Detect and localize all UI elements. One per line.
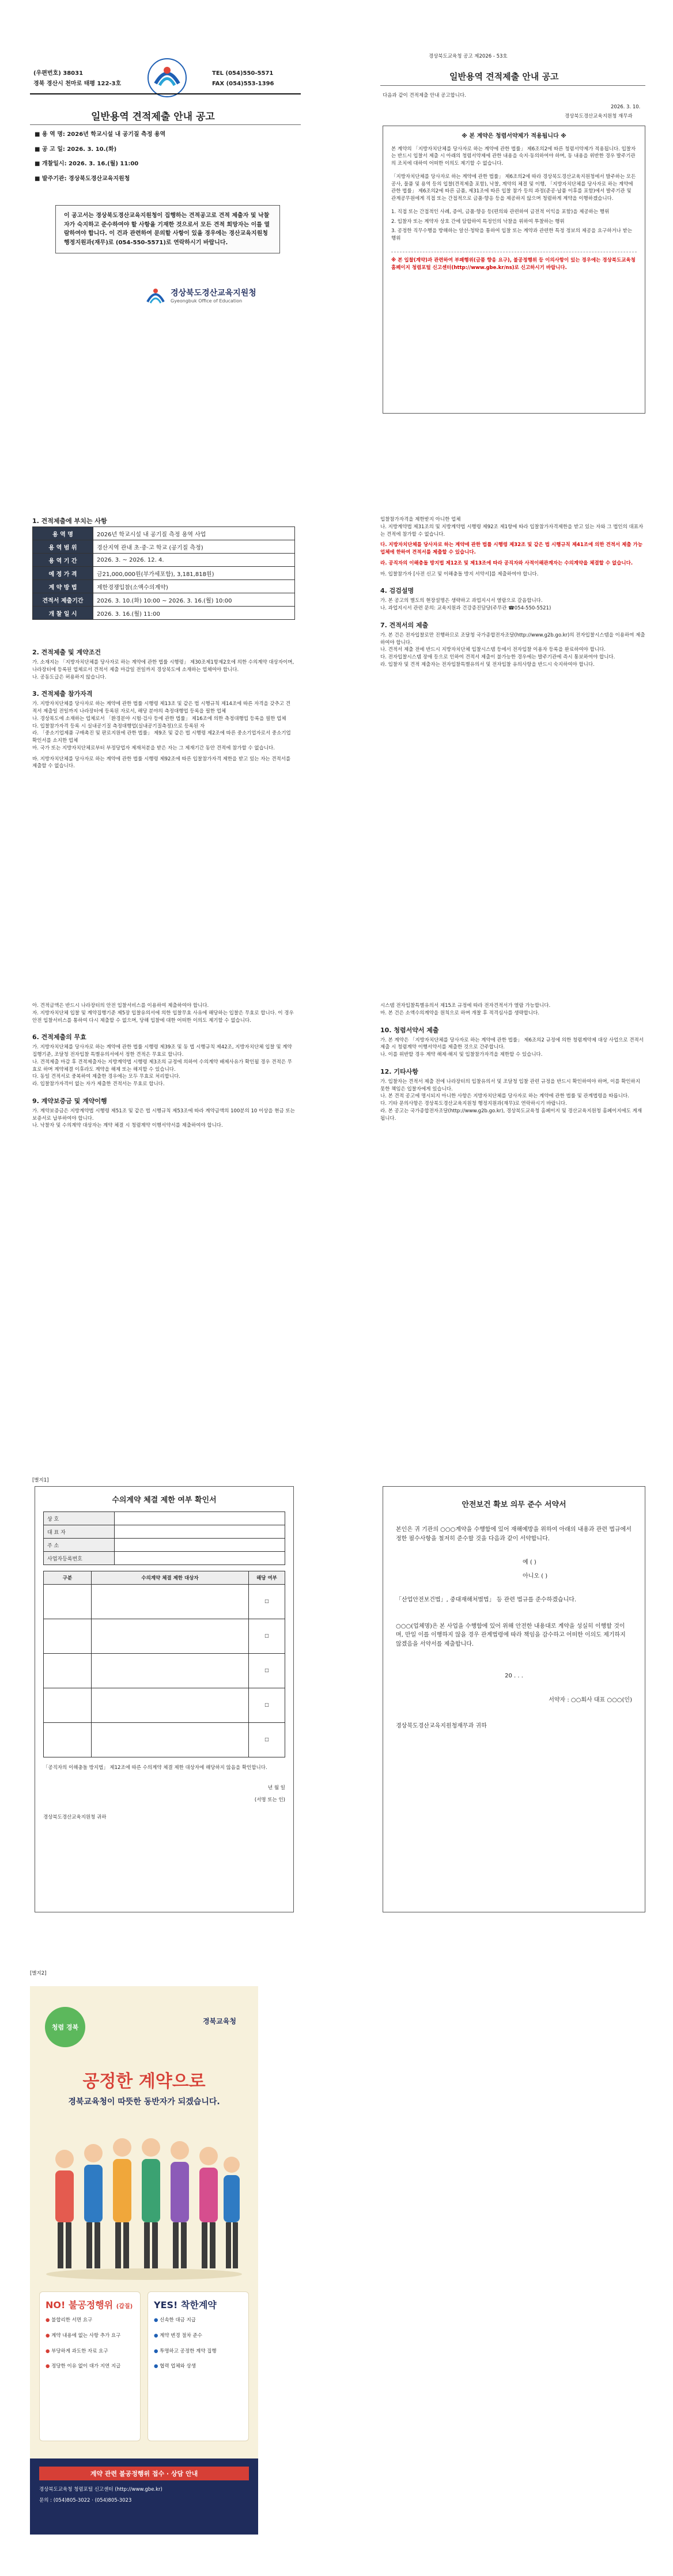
agency-logo-en: Gyeongbuk Office of Education	[171, 298, 243, 304]
right-column-body	[380, 516, 645, 669]
restriction-form-title: 수의계약 체결 제한 여부 확인서	[112, 1496, 217, 1505]
poster-headline-2: 경북교육청이 따뜻한 동반자가 되겠습니다.	[68, 2097, 220, 2107]
intro-text: 다음과 같이 견적제출 안내 공고합니다.	[383, 93, 466, 99]
pledge-body2: 「산업안전보건법」, 중대재해처벌법」 등 관련 법규를 준수하겠습니다.	[396, 1597, 577, 1603]
poster-brand	[203, 2016, 236, 2026]
emblem-logo	[147, 58, 187, 98]
checkbox[interactable]: ☐	[249, 1619, 285, 1654]
poster-label: [별지2]	[30, 1971, 47, 1976]
summary-item: ■ 용 역 명: 2026년 학교시설 내 공기질 측정 용역	[35, 131, 166, 138]
summary-item: ■ 개찰일시: 2026. 3. 16.(월) 11:00	[35, 161, 139, 167]
integrity-para2: 「지방자치단체를 당사자로 하는 계약에 관한 법률」 제6조의2에 따라 경상북도경산교육지원청에서 발주하는 모든 공사, 물품 및 용역 등의 입찰(견적제출 포함), 낙찰, 계약의 체결 및 이행, 「지방자치단체를 당사자로 하는 계약에 관한 법률」 제6조의2에 따른 금품, 제31조에 따른 입찰 참가 등의 과정(준공·납품 이후를 포함)에서 발주기관 및 관계공무원에게 직접 또는 간접적으로 금품·향응 등을 제공하지 않으며 청렴하게 계약을 이행하겠습니다.	[391, 173, 636, 202]
page3-right-intro: 시스템 전자입찰특별유의서 제15조 규정에 따라 전자견적서가 열람 가능합니다. 마. 본 건은 소액수의계약을 원칙으로 하며 개찰 후 적격심사를 생략합니다.	[380, 1003, 551, 1016]
restriction-check-table: 구분 수의계약 체결 제한 대상자 해당 여부 ☐ ☐ ☐ ☐ ☐	[43, 1571, 285, 1757]
agency-logo	[144, 282, 277, 311]
section-6-title: 6. 견적제출의 무효	[32, 1033, 86, 1041]
right-item-da: 다. 지방자치단체를 당사자로 하는 계약에 관한 법률 시행령 제32조 및 같은 법 시행규칙 제41조에 의한 견적서 제출 가능 업체에 한하여 견적서를 제출할 수 있습니다.	[380, 542, 642, 555]
restriction-sign: (서명 또는 인)	[254, 1797, 285, 1803]
section-12-title: 12. 기타사항	[380, 1067, 418, 1075]
publisher: 경상북도경산교육지원청 재무과	[565, 113, 633, 119]
safety-pledge-form	[383, 1486, 645, 1912]
no-item: ● 불합리한 서면 요구	[46, 2317, 93, 2323]
section-1-title: 1. 견적제출에 부치는 사항	[32, 517, 107, 525]
poster-badge	[45, 2007, 85, 2047]
poster-brand-text: 경북교육청	[203, 2017, 236, 2025]
no-item: ● 계약 내용에 없는 사항 추가 요구	[46, 2332, 121, 2339]
section-7-body: 가. 본 건은 전자입찰로만 진행하므로 조달청 국가종합전자조달(http://www.g2b.go.kr)의 전자입찰시스템을 이용하여 제출하여야 합니다. 나. 견적서 제출 전에 반드시 지방자치단체 입찰시스템 등에서 전자입찰 이용자 등록을 완료하여야 합니다. 다. 전자입찰시스템 장애 등으로 인하여 견적서 제출이 불가능한 경우에는 발주기관에 즉시 통보하여야 합니다. 라. 입찰자 및 견적 제출자는 전자입찰특별유의서 및 전자입찰 유의사항을 반드시 숙지하여야 합니다.	[380, 632, 645, 668]
left-column-body	[32, 647, 295, 770]
yes-panel	[148, 2291, 249, 2441]
restriction-form-fields: 상 호 대 표 자 주 소 사업자등록번호	[43, 1511, 285, 1565]
integrity-box	[383, 126, 645, 414]
checkbox[interactable]: ☐	[249, 1723, 285, 1757]
pledge-footer: 경상북도경산교육지원청재무과 귀하	[396, 1723, 487, 1729]
agency-logo-text: 경상북도경산교육지원청	[171, 289, 256, 298]
page3-right-column	[380, 1002, 645, 1122]
integrity-list-item: 2. 입찰자 또는 계약자 상호 간에 담합하여 특정인의 낙찰을 위하여 투찰하는 행위	[391, 218, 565, 225]
no-item: ● 정당한 이유 없이 대가 지연 지급	[46, 2363, 121, 2370]
table-row: 예 정 가 격 금21,000,000원(부가세포함), 3,181,818원)	[33, 567, 295, 580]
section-3-tail: 바. 지방자치단체를 당사자로 하는 계약에 관한 법률 시행령 제92조에 따른 입찰참가자격 제한을 받고 있는 자는 견적서를 제출할 수 없습니다.	[32, 756, 291, 770]
right-top-text: 입찰참가자격을 제한받지 아니한 업체 나. 지방계약법 제31조의 및 지방계약법 시행령 제92조 제1항에 따라 입찰참가자격제한을 받고 있는 자와 그 법인의 대표자는 견적에 참가할 수 없습니다.	[380, 517, 644, 537]
section-9-title: 9. 계약보증금 및 계약이행	[32, 1097, 107, 1105]
report-banner	[30, 2458, 258, 2535]
poster-headline-1: 공정한 계약으로	[82, 2071, 206, 2092]
info-table	[32, 526, 295, 620]
tel: TEL (054)550-5571	[212, 70, 274, 77]
title-right-underline	[380, 85, 645, 86]
right-item-ma: 마. 입찰참가자 [사전 신고 및 이해충돌 방지 서약서]를 제출하여야 합니다.	[380, 571, 539, 577]
table-row: 용 역 기 간 2026. 3. ~ 2026. 12. 4.	[33, 554, 295, 567]
restriction-date: 년 월 일	[267, 1785, 285, 1791]
restriction-note: 「공직자의 이해충돌 방지법」 제12조에 따른 수의계약 체결 제한 대상자에 해당하지 않음을 확인합니다.	[43, 1765, 267, 1771]
page-title-left: 일반용역 견적제출 안내 공고	[91, 111, 215, 123]
pledge-body3: ○○○(업체명)은 본 사업을 수행함에 있어 위해 안전한 내용대로 계약을 성실히 이행할 것이며, 만일 이를 이행하지 않을 경우 관계법령에 따라 책임을 감수하고 어떠한 이의도 제기하지 않겠음을 서약서를 제출합니다.	[396, 1623, 626, 1647]
section-4-body: 가. 본 공고의 별도의 현장설명은 생략하고 과업지시서 열람으로 갈음합니다. 나. 과업지시서 관련 문의: 교육지원과 건강증진담당(주무관 ☎054-550-5521)	[380, 598, 551, 611]
checkbox[interactable]: ☐	[249, 1688, 285, 1723]
field-value[interactable]	[115, 1539, 285, 1552]
section-3-title: 3. 견적제출 참가자격	[32, 690, 93, 698]
section-6-body: 가. 지방자치단체를 당사자로 하는 계약에 관한 법률 시행령 제39조 및 동 법 시행규칙 제42조, 지방자치단체 입찰 및 계약 집행기준, 조달청 전자입찰 특별유의서에서 정한 견적은 무효로 합니다. 나. 견적제출 마감 후 견적제출자는 지방계약법 시행령 제3조의 규정에 의하여 수의계약 배제사유가 확인될 경우 견적은 무효로 하며 계약체결 이후라도 계약을 해제 또는 해지할 수 있습니다. 다. 동일 견적서로 중복하여 제출한 경우에는 모두 무효로 처리합니다. 라. 입찰참가자격이 없는 자가 제출한 견적서는 무효로 합니다.	[32, 1044, 292, 1087]
section-9-body: 가. 계약보증금은 지방계약법 시행령 제51조 및 같은 법 시행규칙 제53조에 따라 계약금액의 100분의 10 이상을 현금 또는 보증서로 납부하여야 합니다. 나. 낙찰자 및 수의계약 대상자는 계약 체결 시 청렴계약 이행서약서를 제출하여야 합니다.	[32, 1108, 295, 1129]
pledge-title: 안전보건 확보 의무 준수 서약서	[462, 1501, 566, 1509]
summary-list	[35, 130, 300, 183]
page-3	[0, 997, 673, 1388]
notice-text: 이 공고서는 경상북도경산교육지원청이 집행하는 견적공고로 견적 제출자 및 낙찰자가 숙지하고 준수하여야 할 사항을 기재한 것으로서 모든 견적 희망자는 이를 열람하여야 합니다. 이 건과 관련하여 문의할 사항이 있을 경우에는 경산교육지원청 행정지원과(재무)로 (054-550-5571)로 연락하시기 바랍니다.	[64, 213, 270, 246]
page3-left-column	[32, 1002, 295, 1130]
section-10-body: 가. 본 계약은 「지방자치단체를 당사자로 하는 계약에 관한 법률」 제6조의2 규정에 의한 청렴계약제 대상 사업으로 견적서 제출 시 청렴계약 이행서약서를 제출한 것으로 간주합니다. 나. 이를 위반할 경우 계약 해제·해지 및 입찰참가자격을 제한할 수 있습니다.	[380, 1037, 644, 1058]
page3-left-intro: 아. 견적금액은 반드시 나라장터의 안전 입찰서비스를 이용하여 제출하여야 합니다. 자. 지방자치단체 입찰 및 계약집행기준 제5장 입찰유의서에 의한 입찰무효 사유에 해당하는 입찰은 무효로 합니다. 이 경우 안전 입찰서비스를 통하여 다시 제출할 수 없으며, 당해 입찰에 대한 어떠한 이의도 제기할 수 없습니다.	[32, 1003, 294, 1024]
section-10-title: 10. 청렴서약서 제출	[380, 1026, 439, 1034]
integrity-list-item: 1. 직접 또는 간접적인 사례, 증여, 금품·향응 등(편의와 관련하여 금전적 이익을 포함)을 제공하는 행위	[391, 209, 610, 215]
report-body: 경상북도교육청 청렴포털 신고센터 (http://www.gbe.kr)	[39, 2487, 162, 2492]
fax: FAX (054)553-1396	[212, 81, 274, 87]
fair-contract-poster	[30, 1986, 258, 2535]
section-4-title: 4. 검검설명	[380, 587, 414, 595]
section-12-body: 가. 입찰자는 견적서 제출 전에 나라장터의 입찰유의서 및 조달청 입찰 관련 규정을 반드시 확인하여야 하며, 이를 확인하지 못한 책임은 입찰자에게 있습니다. 나. 본 견적 공고에 명시되지 아니한 사항은 지방자치단체를 당사자로 하는 계약에 관한 법률 및 관계법령을 따릅니다. 다. 기타 문의사항은 경상북도경산교육지원청 행정지원과(재무)로 연락하시기 바랍니다. 라. 본 공고는 국가종합전자조달(http://www.g2b.go.kr), 경상북도교육청 홈페이지 및 경산교육지원청 홈페이지에도 게재됩니다.	[380, 1078, 642, 1122]
integrity-para1: 본 계약의 「지방자치단체를 당사자로 하는 계약에 관한 법률」 제6조의2에 따른 청렴서약제가 적용됩니다. 입찰자는 반드시 입찰서 제출 시 아래의 청렴서약제에 관한 내용을 숙지·동의하여야 하며, 동 내용을 위반한 경우 발주기관의 조치에 대하여 어떠한 이의도 제기할 수 없습니다.	[391, 146, 636, 166]
pledge-body1: 본인은 귀 기관의 ○○○계약을 수행함에 있어 재해예방을 위하여 아래의 내용과 관련 법규에서 정한 필수사항을 철저히 준수할 것을 다음과 같이 서약합니다.	[396, 1526, 632, 1542]
header-divider	[30, 93, 301, 94]
page-4	[0, 1475, 673, 1947]
yes-item: ● 신속한 대금 지급	[154, 2317, 196, 2323]
zip-code: (우편번호) 38031	[33, 70, 84, 77]
title-underline	[30, 124, 301, 125]
checkbox[interactable]: ☐	[249, 1585, 285, 1619]
right-item-ra: 라. 공직자의 이해충돌 방지법 제12조 및 제13조에 따라 공직자와 사적이해관계자는 수의계약을 체결할 수 없습니다.	[380, 560, 633, 566]
yes-item: ● 투명하고 공정한 계약 집행	[154, 2348, 217, 2354]
integrity-title: ※ 본 계약은 청렴서약제가 적용됩니다 ※	[462, 133, 566, 139]
pledge-option-yes[interactable]: 예 ( )	[523, 1559, 536, 1566]
form-left-label: [별지1]	[32, 1478, 49, 1483]
address: 경북 경산시 천마로 태평 122-3호	[33, 81, 122, 87]
table-row: 계 약 방 법 제한경쟁입찰(소액수의계약)	[33, 580, 295, 593]
summary-item: ■ 공 고 일: 2026. 3. 10.(화)	[35, 146, 117, 153]
field-value[interactable]	[115, 1512, 285, 1525]
field-value[interactable]	[115, 1525, 285, 1539]
yes-item: ● 협력 업체와 상생	[154, 2363, 196, 2370]
summary-item: ■ 발주기관: 경상북도경산교육지원청	[35, 175, 130, 182]
no-title: NO! 불공정행위	[46, 2300, 114, 2310]
restriction-form	[35, 1486, 294, 1912]
announcement-number: 경상북도교육청 공고 제2026 - 53호	[429, 54, 508, 59]
date-line: 2026. 3. 10.	[611, 104, 641, 110]
people-illustration	[41, 2119, 247, 2280]
report-title: 계약 관련 불공정행위 접수 · 상담 안내	[39, 2467, 249, 2480]
no-panel	[39, 2291, 141, 2441]
yes-title: YES! 착한계약	[154, 2300, 217, 2310]
page-title-right: 일반용역 견적제출 안내 공고	[449, 71, 559, 82]
table-row: 용 역 범 위 경산지역 관내 초·중·고 학교 (공기질 측정)	[33, 540, 295, 554]
field-value[interactable]	[115, 1552, 285, 1565]
section-2-body: 가. 소재지는 「지방자치단체를 당사자로 하는 계약에 관한 법률 시행령」 제30조제1항제2호에 의한 수의계약 대상자이며, 나라장터에 등록된 업체로서 견적서 제출 마감일 전일까지 경상북도에 소재하는 업체여야 합니다. 나. 공동도급은 허용하지 않습니다.	[32, 660, 294, 680]
section-7-title: 7. 견적서의 제출	[380, 621, 429, 629]
yes-item: ● 계약 변경 절차 준수	[154, 2332, 202, 2339]
poster-badge-text: 청렴 경북	[51, 2024, 79, 2031]
table-row: 견적서 제출기간 2026. 3. 10.(화) 10:00 ~ 2026. 3. 16.(월) 10:00	[33, 593, 295, 607]
table-row: 용 역 명 2026년 학교시설 내 공기질 측정 용역 사업	[33, 527, 295, 540]
report-tel: 문의 : (054)805-3022 · (054)805-3023	[39, 2497, 132, 2503]
section-3-body: 가. 지방자치단체를 당사자로 하는 계약에 관한 법률 시행령 제13조 및 같은 법 시행규칙 제14조에 따른 자격을 갖추고 견적서 제출일 전일까지 나라장터에 등록된 자로서, 해당 분야의 측정대행업 등록을 필한 업체 나. 경상북도에 소재하는 업체로서 「환경분야 시험·검사 등에 관한 법률」 제16조에 의한 측정대행업 등록을 필한 업체 다. 입찰참가자격 등록 시 실내공기질 측정대행업(실내공기질측정)으로 등록된 자 라. 「중소기업제품 구매촉진 및 판로지원에 관한 법률」 제9조 및 같은 법 시행령 제2조에 따른 중소기업자로서 중소기업확인서를 소지한 업체 마. 국가 또는 지방자치단체로부터 부정당업자 제재처분을 받은 자는 그 제재기간 동안 견적에 참가할 수 없습니다.	[32, 701, 291, 751]
pledge-sign: 서약자 : ○○회사 대표 ○○○(인)	[549, 1696, 632, 1703]
restriction-footer: 경상북도경산교육지원청 귀하	[43, 1814, 107, 1821]
integrity-red-note: ※ 본 입찰(계약)과 관련하여 부패행위(금품 향응 요구), 불공정행위 등 이의사항이 있는 경우에는 경상북도교육청 홈페이지 청렴포털 신고센터(http://www.gbe.kr/ns)로 신고하시기 바랍니다.	[391, 252, 637, 272]
pledge-option-no[interactable]: 아니오 ( )	[523, 1573, 548, 1579]
no-item: ● 부당하게 과도한 자료 요구	[46, 2348, 108, 2354]
page-2	[0, 513, 673, 927]
pledge-date: 20 . . .	[505, 1673, 523, 1679]
checkbox[interactable]: ☐	[249, 1654, 285, 1688]
no-sub: (갑질)	[116, 2304, 133, 2310]
notice-box	[55, 205, 280, 253]
table-row: 개 찰 일 시 2026. 3. 16.(월) 11:00	[33, 607, 295, 620]
section-2-title: 2. 견적제출 및 계약조건	[32, 649, 101, 656]
integrity-list-item: 3. 공정한 직무수행을 방해하는 알선·청탁을 통하여 입찰 또는 계약과 관련한 특정 정보의 제공을 요구하거나 받는 행위	[391, 228, 633, 241]
